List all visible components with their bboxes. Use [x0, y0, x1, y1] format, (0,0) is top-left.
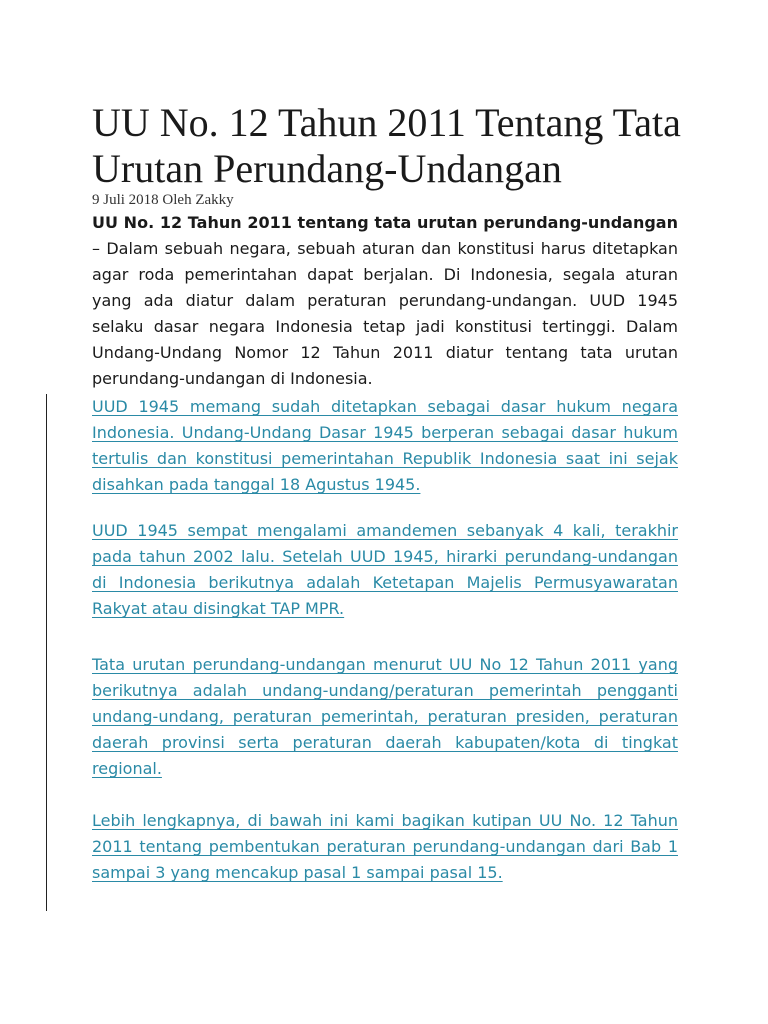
article-date-author: 9 Juli 2018 Oleh Zakky: [92, 192, 234, 208]
article-title: UU No. 12 Tahun 2011 Tentang Tata Urutan Perundang-Undangan: [92, 100, 681, 191]
linked-paragraph[interactable]: UUD 1945 sempat mengalami amandemen sebanyak 4 kali, terakhir pada tahun 2002 lalu. Setelah UUD 1945, hirarki perundang-undangan di Indonesia berikutnya adalah Ketetapan Majelis Permusyawaratan Rakyat atau disingkat TAP MPR.: [92, 521, 678, 618]
intro-bold-lead: UU No. 12 Tahun 2011 tentang tata urutan perundang-undangan: [92, 213, 678, 232]
linked-paragraph[interactable]: Tata urutan perundang-undangan menurut UU No 12 Tahun 2011 yang berikutnya adalah undang-undang/peraturan pemerintah pengganti undang-undang, peraturan pemerintah, peraturan presiden, peraturan daerah provinsi serta peraturan daerah kabupaten/kota di tingkat regional.: [92, 655, 678, 778]
margin-change-bar: [46, 394, 47, 911]
intro-paragraph: [92, 210, 678, 392]
linked-paragraph[interactable]: UUD 1945 memang sudah ditetapkan sebagai dasar hukum negara Indonesia. Undang-Undang Dasar 1945 berperan sebagai dasar hukum tertulis dan konstitusi pemerintahan Republik Indonesia saat ini sejak disahkan pada tanggal 18 Agustus 1945.: [92, 397, 678, 494]
intro-text: – Dalam sebuah negara, sebuah aturan dan konstitusi harus ditetapkan agar roda pemerintahan dapat berjalan. Di Indonesia, segala aturan yang ada diatur dalam peraturan perundang-undangan. UUD 1945 selaku dasar negara Indonesia tetap jadi konstitusi tertinggi. Dalam Undang-Undang Nomor 12 Tahun 2011 diatur tentang tata urutan perundang-undangan di Indonesia.: [92, 239, 678, 388]
linked-paragraph[interactable]: Lebih lengkapnya, di bawah ini kami bagikan kutipan UU No. 12 Tahun 2011 tentang pembentukan peraturan perundang-undangan dari Bab 1 sampai 3 yang mencakup pasal 1 sampai pasal 15.: [92, 811, 678, 882]
